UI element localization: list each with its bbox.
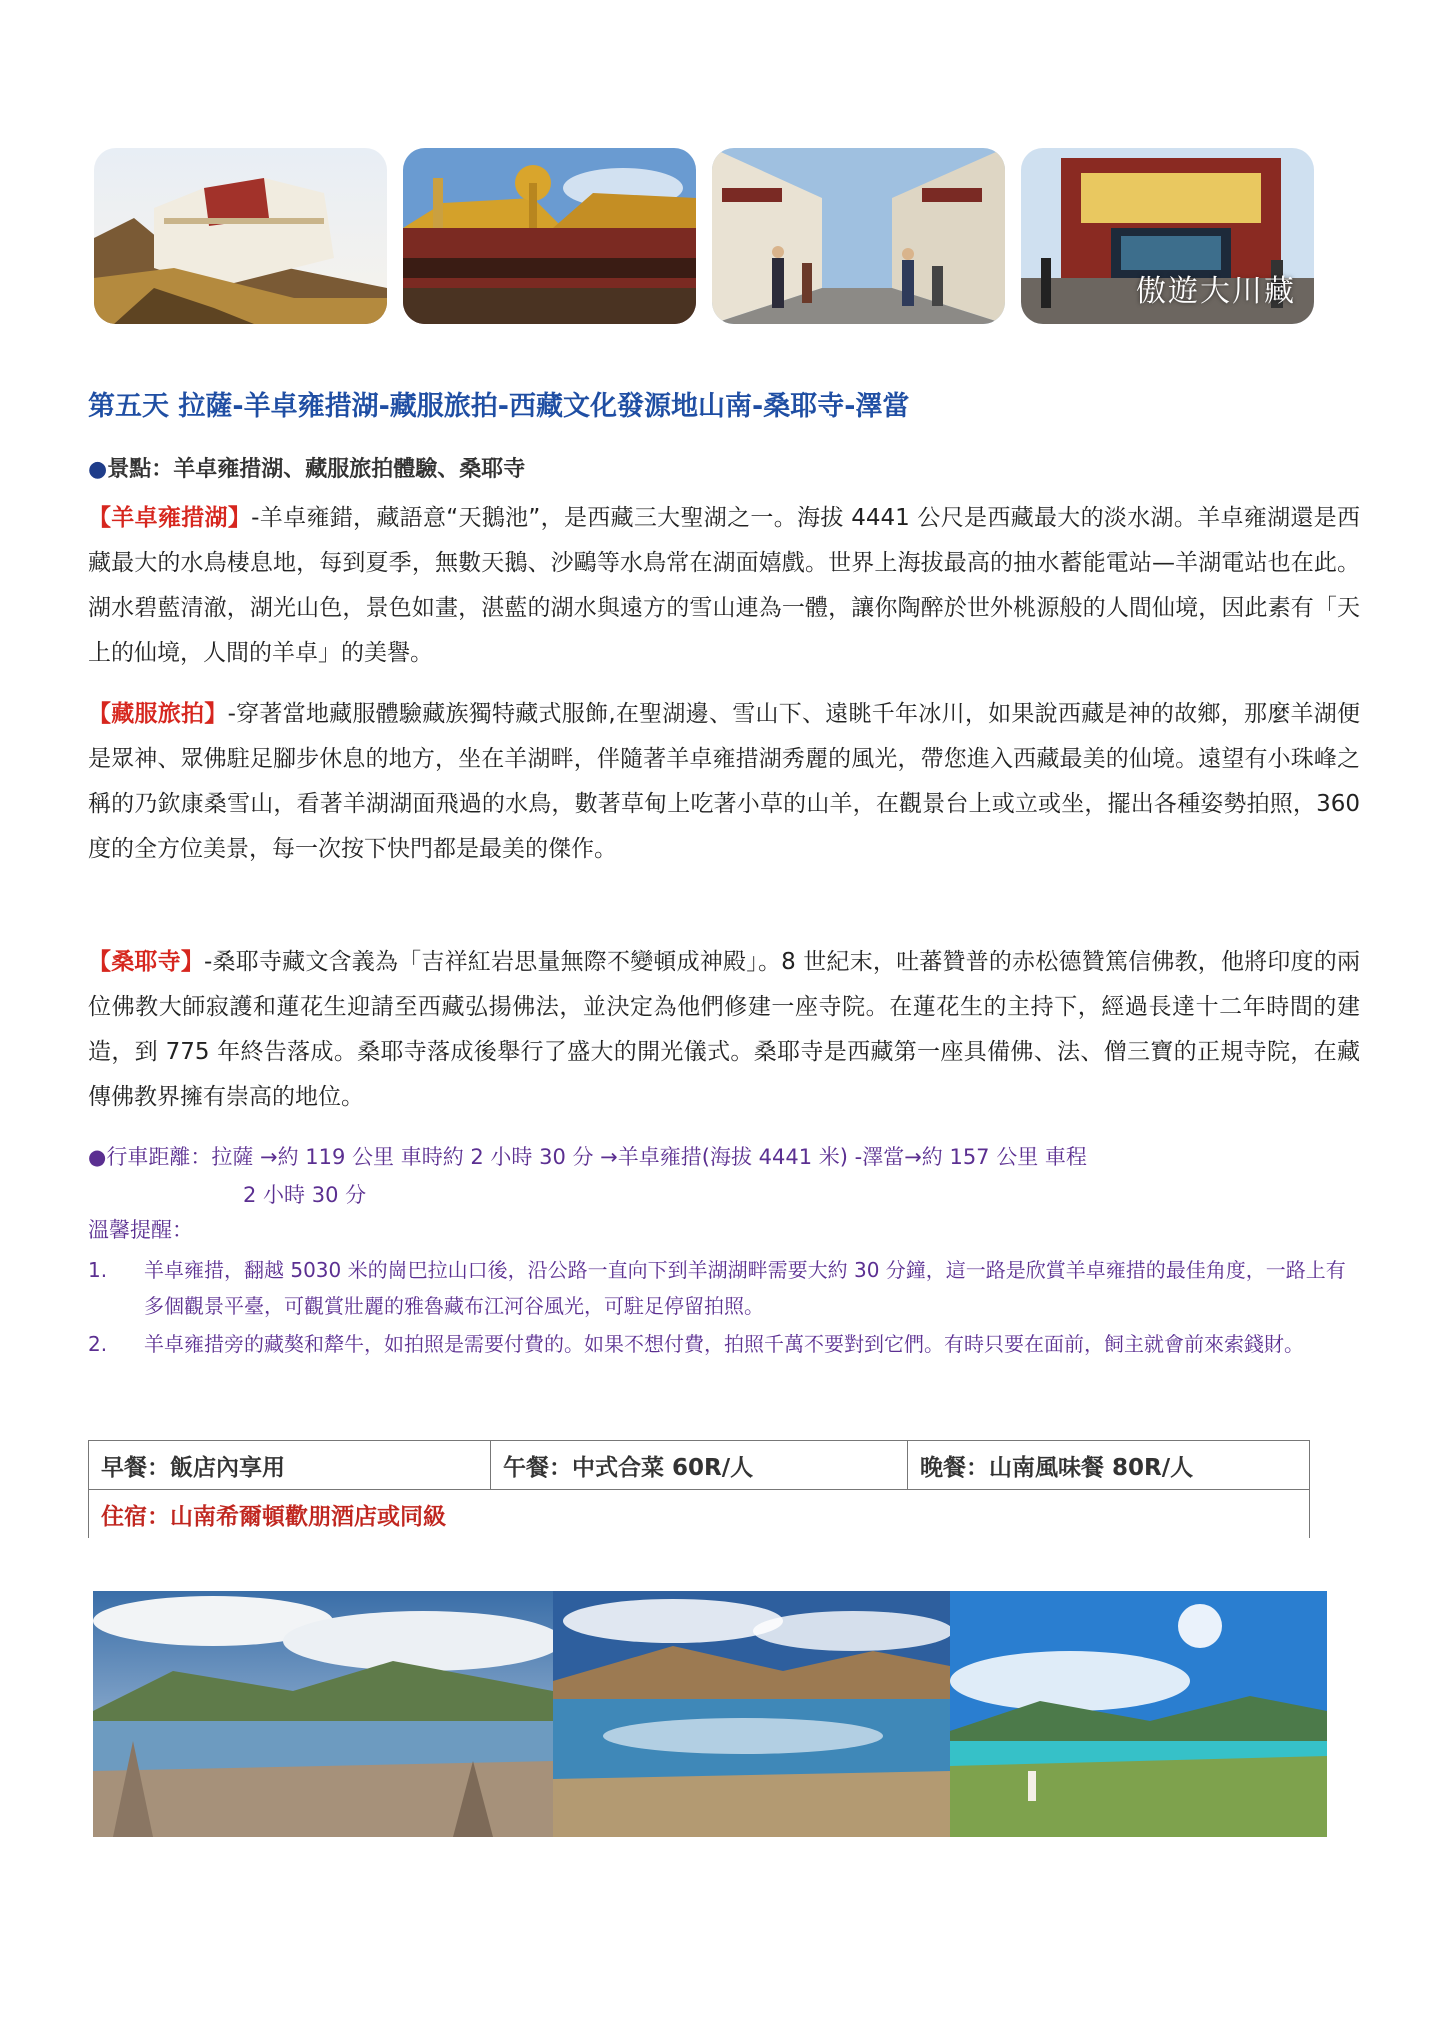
yamdrok-lake-reflection-photo — [553, 1591, 950, 1837]
section-tag: 【藏服旅拍】 — [88, 701, 228, 727]
section-text: -桑耶寺藏文含義為「吉祥紅岩思量無際不變頓成神殿」。8 世紀末，吐蕃贊普的赤松德贊篤信佛教，他將印度的兩位佛教大師寂護和蓮花生迎請至西藏弘揚佛法，並決定為他們修建一座寺院。在蓮花生的主持下，經過長達十二年時間的建造，到 775 年終告落成。桑耶寺落成後舉行了盛大的開光儀式。桑耶寺是西藏第一座具備佛、法、僧三寶的正規寺院，在藏傳佛教界擁有崇高的地位。 — [88, 949, 1361, 1110]
street-shop-photo — [1021, 148, 1314, 324]
tip-text: 羊卓雍措旁的藏獒和犛牛，如拍照是需要付費的。如果不想付費，拍照千萬不要對到它們。有時只要在面前，飼主就會前來索錢財。 — [144, 1332, 1304, 1356]
bullet-icon: ● — [88, 457, 108, 482]
meal-table — [88, 1440, 1310, 1538]
barkhor-street-photo — [712, 148, 1005, 324]
section-samye-monastery — [88, 940, 1360, 1120]
spots-text: 景點：羊卓雍措湖、藏服旅拍體驗、桑耶寺 — [107, 457, 526, 482]
drive-distance — [88, 1138, 1360, 1214]
lunch-cell: 午餐：中式合菜 60R/人 — [491, 1441, 908, 1490]
potala-palace-photo — [94, 148, 387, 324]
drive-line-2: 2 小時 30 分 — [243, 1183, 367, 1207]
hotel-cell: 住宿：山南希爾頓歡朋酒店或同級 — [89, 1490, 1310, 1539]
section-yamdrok-lake — [88, 496, 1360, 676]
turquoise-lake-sunny-photo — [950, 1591, 1327, 1837]
photo-watermark: 傲遊大川藏 — [1136, 274, 1296, 309]
tip-number: 1. — [88, 1258, 108, 1282]
tip-item — [88, 1326, 1360, 1362]
section-text: -羊卓雍錯，藏語意“天鵝池”，是西藏三大聖湖之一。海拔 4441 公尺是西藏最大的淡水湖。羊卓雍湖還是西藏最大的水鳥棲息地，每到夏季，無數天鵝、沙鷗等水鳥常在湖面嬉戲。世界上海拔最高的抽水蓄能電站—羊湖電站也在此。湖水碧藍清澈，湖光山色，景色如畫，湛藍的湖水與遠方的雪山連為一體，讓你陶醉於世外桃源般的人間仙境，因此素有「天上的仙境，人間的羊卓」的美譽。 — [88, 505, 1360, 666]
bottom-photo-row — [93, 1591, 1327, 1837]
breakfast-cell: 早餐：飯店內享用 — [89, 1441, 491, 1490]
bullet-icon: ● — [88, 1145, 107, 1169]
day-title: 第五天 拉薩-羊卓雍措湖-藏服旅拍-西藏文化發源地山南-桑耶寺-澤當 — [88, 391, 910, 422]
section-tag: 【桑耶寺】 — [88, 949, 205, 975]
tip-text: 羊卓雍措，翻越 5030 米的崗巴拉山口後，沿公路一直向下到羊湖湖畔需要大約 30 分鐘，這一路是欣賞羊卓雍措的最佳角度，一路上有多個觀景平臺，可觀賞壯麗的雅魯藏布江河谷風光，可駐足停留拍照。 — [144, 1258, 1346, 1318]
lake-stone-cairn-photo — [93, 1591, 553, 1837]
hotel-row — [89, 1490, 1310, 1539]
dinner-cell: 晚餐：山南風味餐 80R/人 — [908, 1441, 1310, 1490]
drive-line-1: 行車距離：拉薩 →約 119 公里 車時約 2 小時 30 分 →羊卓雍措(海拔 4441 米) -澤當→約 157 公里 車程 — [106, 1145, 1087, 1169]
section-tibetan-costume-photo — [88, 692, 1360, 872]
meal-row — [89, 1441, 1310, 1490]
jokhang-temple-roof-photo — [403, 148, 696, 324]
tip-number: 2. — [88, 1332, 108, 1356]
tip-item — [88, 1252, 1360, 1324]
top-photo-row — [94, 148, 1314, 324]
section-text: -穿著當地藏服體驗藏族獨特藏式服飾,在聖湖邊、雪山下、遠眺千年冰川，如果說西藏是神的故鄉，那麼羊湖便是眾神、眾佛駐足腳步休息的地方，坐在羊湖畔，伴隨著羊卓雍措湖秀麗的風光，帶您進入西藏最美的仙境。遠望有小珠峰之稱的乃欽康桑雪山，看著羊湖湖面飛過的水鳥，數著草甸上吃著小草的山羊，在觀景台上或立或坐，擺出各種姿勢拍照，360 度的全方位美景，每一次按下快門都是最美的傑作。 — [88, 701, 1360, 862]
spots-line — [88, 452, 525, 483]
section-tag: 【羊卓雍措湖】 — [88, 505, 252, 531]
tips-title: 溫馨提醒： — [88, 1218, 193, 1242]
